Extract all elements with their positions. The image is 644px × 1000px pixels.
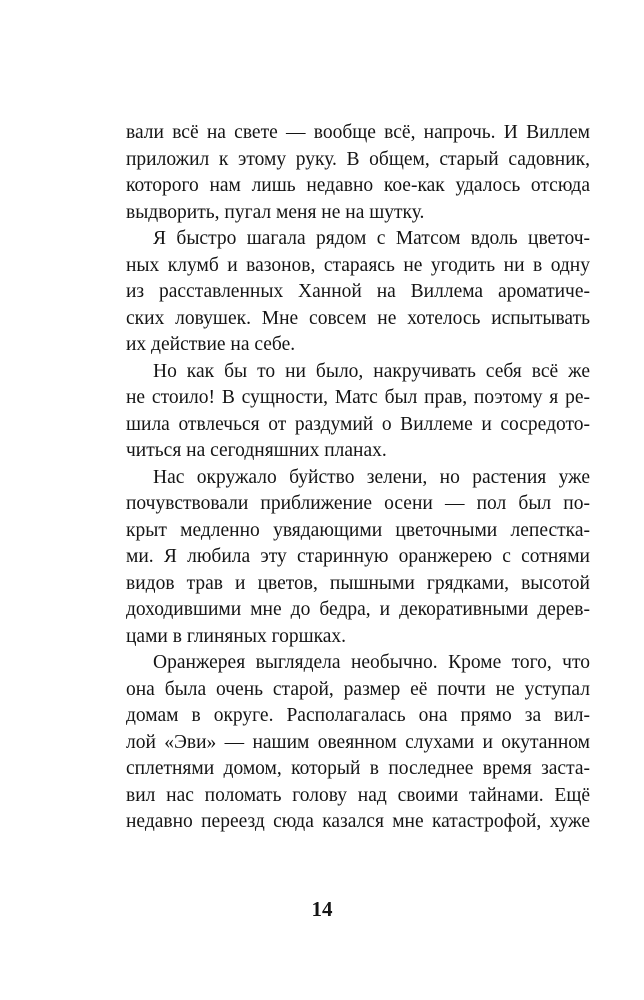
text-line: Я быстро шагала рядом с Матсом вдоль цветоч- bbox=[153, 228, 590, 249]
text-line: не стоило! В сущности, Матс был прав, поэтому я ре- bbox=[126, 387, 590, 408]
text-line: Нас окружало буйство зелени, но растения уже bbox=[153, 466, 590, 488]
text-line: приложил к этому руку. В общем, старый садовник, bbox=[126, 148, 590, 170]
text-line: цами в глиняных горшках. bbox=[126, 625, 347, 647]
text-line: она была очень старой, размер её почти не уступал bbox=[126, 678, 590, 700]
text-line: Но как бы то ни было, накручивать себя всё же bbox=[153, 360, 590, 382]
text-line: доходившими мне до бедра, и декоративными дерев- bbox=[126, 599, 590, 620]
text-line: вали всё на свете — вообще всё, напрочь. И Виллем bbox=[126, 122, 590, 143]
text-line: выдворить, пугал меня не на шутку. bbox=[126, 201, 425, 223]
text-line: ских ловушек. Мне совсем не хотелось испытывать bbox=[126, 307, 590, 329]
text-line: домам в округе. Располагалась она прямо за вил- bbox=[126, 705, 590, 726]
text-line: которого нам лишь недавно кое-как удалось отсюда bbox=[126, 175, 590, 196]
page-number: 14 bbox=[311, 897, 333, 921]
text-line: их действие на себе. bbox=[126, 334, 296, 355]
text-line: Оранжерея выглядела необычно. Кроме того, что bbox=[153, 652, 590, 673]
text-line: сплетнями домом, который в последнее время заста- bbox=[126, 758, 590, 779]
text-line: крыт медленно увядающими цветочными лепестка- bbox=[126, 519, 590, 541]
body-text bbox=[126, 120, 590, 836]
text-line: ных клумб и вазонов, стараясь не угодить ни в одну bbox=[126, 254, 590, 276]
text-line: видов трав и цветов, пышными грядками, высотой bbox=[126, 572, 590, 594]
text-line: лой «Эви» — нашим овеянном слухами и окутанном bbox=[126, 731, 590, 753]
text-line: вил нас поломать голову над своими тайнами. Ещё bbox=[126, 784, 590, 806]
text-line: из расставленных Ханной на Виллема ароматиче- bbox=[126, 281, 590, 302]
text-line: почувствовали приближение осени — пол был по- bbox=[126, 493, 590, 514]
text-line: ми. Я любила эту старинную оранжерею с сотнями bbox=[126, 546, 590, 567]
text-line: недавно переезд сюда казался мне катастрофой, хуже bbox=[126, 811, 590, 832]
text-line: шила отвлечься от раздумий о Виллеме и сосредото- bbox=[126, 413, 590, 435]
text-line: читься на сегодняшних планах. bbox=[126, 440, 387, 461]
